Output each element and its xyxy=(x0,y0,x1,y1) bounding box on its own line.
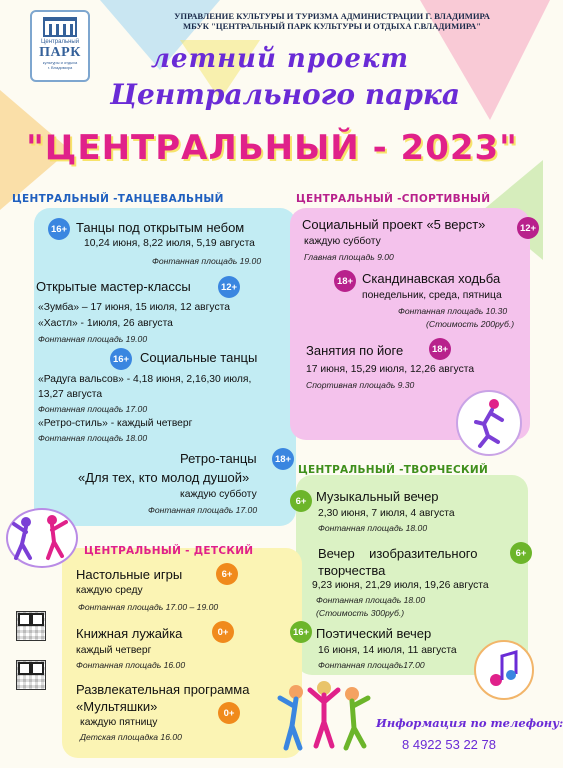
event-cost: (Стоимость 200руб.) xyxy=(426,319,515,329)
event-dates: «Хастл» - 1июля, 26 августа xyxy=(38,318,173,329)
dancers-icon xyxy=(8,510,76,566)
logo-sub-text: культуры и отдыха xyxy=(42,60,78,65)
age-badge: 0+ xyxy=(212,621,234,643)
event-dates: 10,24 июня, 8,22 июля, 5,19 августа xyxy=(84,238,255,249)
event-place: Фонтанная площадь 19.00 xyxy=(38,334,148,344)
event-place: Главная площадь 9.00 xyxy=(304,252,394,262)
org-line: УПРАВЛЕНИЕ КУЛЬТУРЫ И ТУРИЗМА АДМИНИСТРАЦИИ Г. ВЛАДИМИРА xyxy=(174,11,490,21)
children-illustration xyxy=(276,676,372,756)
event-dates: понедельник, среда, пятница xyxy=(362,290,502,301)
children-icon xyxy=(276,676,372,756)
logo-sub-text: г. Владимира xyxy=(47,65,73,70)
event-title: Развлекательная программа xyxy=(76,682,250,697)
event-place: Фонтанная площадь 17.00 – 19.00 xyxy=(78,602,219,612)
event-dates: каждую субботу xyxy=(180,489,257,500)
event-title: Музыкальный вечер xyxy=(316,489,439,504)
event-place: Фонтанная площадь 19.00 xyxy=(152,256,262,266)
event-title: Поэтический вечер xyxy=(316,626,432,641)
phone-number[interactable]: 8 4922 53 22 78 xyxy=(402,737,496,752)
event-place: Фонтанная площадь 18.00 xyxy=(38,433,148,443)
event-dates: каждую субботу xyxy=(304,236,381,247)
event-cost: (Стоимость 300руб.) xyxy=(316,608,405,618)
event-place: Детская площадка 16.00 xyxy=(80,732,182,742)
age-badge: 6+ xyxy=(510,542,532,564)
age-badge: 18+ xyxy=(334,270,356,292)
event-dates: 13,27 августа xyxy=(38,389,103,400)
event-title: Занятия по йоге xyxy=(306,343,404,358)
kids-heading: ЦЕНТРАЛЬНЫЙ - ДЕТСКИЙ xyxy=(84,545,254,557)
main-title: "ЦЕНТРАЛЬНЫЙ - 2023" xyxy=(26,128,518,168)
event-dates: каждую среду xyxy=(76,585,143,596)
age-badge: 16+ xyxy=(48,218,70,240)
qr-code[interactable] xyxy=(16,611,46,641)
age-badge: 6+ xyxy=(216,563,238,585)
event-place: Спортивная площадь 9.30 xyxy=(306,380,415,390)
event-place: Фонтанная площадь 16.00 xyxy=(76,660,186,670)
logo-top-text: Центральный xyxy=(40,39,80,45)
age-badge: 12+ xyxy=(517,217,539,239)
event-title: творчества xyxy=(318,563,386,578)
music-illustration xyxy=(474,640,534,700)
event-title: Настольные игры xyxy=(76,567,183,582)
event-dates: каждую пятницу xyxy=(80,717,158,728)
event-place: Фонтанная площадь17.00 xyxy=(318,660,425,670)
info-label: Информация по телефону: xyxy=(376,716,563,730)
event-title: Социальный проект «5 верст» xyxy=(302,217,486,232)
event-title: Вечер изобразительного xyxy=(318,546,478,561)
event-dates: «Ретро-стиль» - каждый четверг xyxy=(38,418,193,429)
event-place: Фонтанная площадь 18.00 xyxy=(318,523,428,533)
dancers-illustration xyxy=(6,508,78,568)
event-dates: 16 июня, 14 июля, 11 августа xyxy=(318,645,457,656)
event-place: Фонтанная площадь 17.00 xyxy=(148,505,258,515)
event-dates: каждый четверг xyxy=(76,645,152,656)
music-note-icon xyxy=(476,642,532,698)
age-badge: 18+ xyxy=(272,448,294,470)
dance-heading: ЦЕНТРАЛЬНЫЙ -ТАНЦЕВАЛЬНЫЙ xyxy=(12,193,224,205)
event-place: Фонтанная площадь 17.00 xyxy=(38,404,148,414)
age-badge: 6+ xyxy=(290,490,312,512)
event-title: Танцы под открытым небом xyxy=(76,220,245,235)
event-dates: «Радуга вальсов» - 4,18 июня, 2,16,30 июля, xyxy=(38,374,252,385)
building-icon xyxy=(43,17,77,37)
event-title: Открытые мастер-классы xyxy=(36,279,191,294)
age-badge: 0+ xyxy=(218,702,240,724)
age-badge: 16+ xyxy=(110,348,132,370)
park-logo xyxy=(30,10,90,82)
org-line: МБУК "ЦЕНТРАЛЬНЫЙ ПАРК КУЛЬТУРЫ И ОТДЫХА Г.ВЛАДИМИРА" xyxy=(182,21,482,31)
event-title: «Для тех, кто молод душой» xyxy=(78,470,250,485)
event-dates: 17 июня, 15,29 июля, 12,26 августа xyxy=(306,364,475,375)
age-badge: 16+ xyxy=(290,621,312,643)
title-line-1: летний проект xyxy=(151,44,409,74)
event-dates: «Зумба» – 17 июня, 15 июля, 12 августа xyxy=(38,302,230,313)
runner-icon xyxy=(458,392,520,454)
event-place: Фонтанная площадь 10.30 xyxy=(398,306,508,316)
title-line-2: Центрального парка xyxy=(109,78,461,111)
qr-code[interactable] xyxy=(16,660,46,690)
creative-heading: ЦЕНТРАЛЬНЫЙ -ТВОРЧЕСКИЙ xyxy=(298,464,489,476)
organization-header xyxy=(142,11,522,31)
age-badge: 18+ xyxy=(429,338,451,360)
sport-heading: ЦЕНТРАЛЬНЫЙ -СПОРТИВНЫЙ xyxy=(296,193,491,205)
event-title: Социальные танцы xyxy=(140,350,258,365)
event-dates: 2,30 июня, 7 июля, 4 августа xyxy=(318,508,455,519)
event-dates: 9,23 июня, 21,29 июля, 19,26 августа xyxy=(312,580,489,591)
event-title: Скандинавская ходьба xyxy=(362,271,501,286)
event-place: Фонтанная площадь 18.00 xyxy=(316,595,426,605)
event-title: Книжная лужайка xyxy=(76,626,183,641)
event-title: Ретро-танцы xyxy=(180,451,257,466)
age-badge: 12+ xyxy=(218,276,240,298)
runner-illustration xyxy=(456,390,522,456)
event-title: «Мультяшки» xyxy=(76,699,158,714)
logo-main-text: ПАРК xyxy=(39,45,81,60)
